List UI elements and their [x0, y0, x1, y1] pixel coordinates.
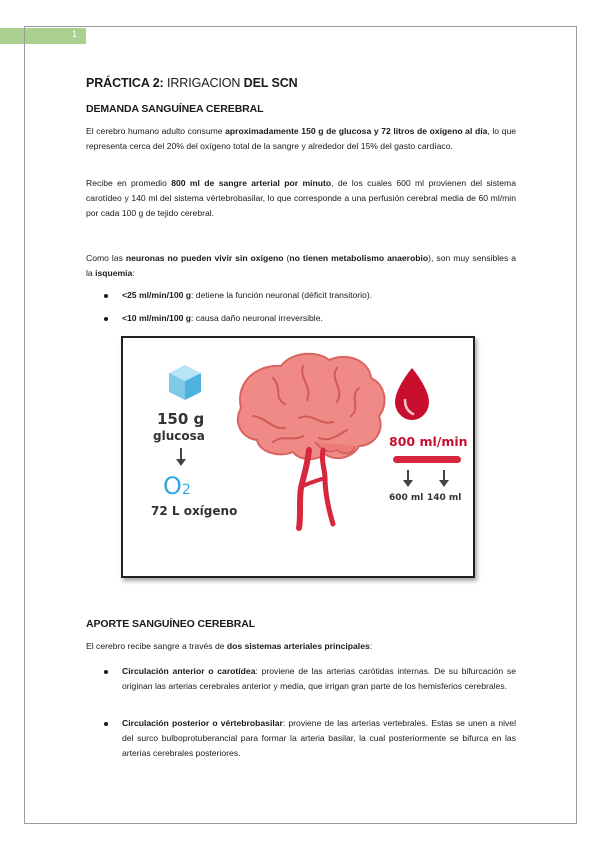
section-heading-demanda: DEMANDA SANGUÍNEA CEREBRAL	[86, 103, 264, 115]
bold-run: Circulación anterior o carotídea	[122, 666, 256, 676]
bullet-icon	[104, 670, 108, 674]
arrow-down-icon	[403, 470, 413, 487]
bold-run: <25 ml/min/100 g	[122, 290, 192, 300]
o2-subscript: 2	[181, 482, 191, 498]
page-title	[86, 76, 298, 90]
section-heading-aporte: APORTE SANGUÍNEO CEREBRAL	[86, 618, 256, 630]
text-run: :	[132, 268, 135, 278]
vertebro-flow-label: 140 ml	[427, 493, 462, 503]
title-end: DEL SCN	[240, 76, 298, 90]
oxygen-label: 72 L oxígeno	[151, 504, 238, 518]
list-item-text	[122, 716, 516, 761]
bullet-icon	[104, 722, 108, 726]
paragraph-perfusion	[86, 176, 516, 221]
list-item-text	[122, 311, 516, 326]
text-run: Recibe en promedio	[86, 178, 172, 188]
carotid-flow-label: 600 ml	[389, 493, 424, 503]
text-run: : proviene de las arterias carótidas internas. De su bifurcación se originan las arterias cerebrales anterior y media, que irrigan gran parte de los hemisferios cerebrales.	[122, 666, 516, 691]
paragraph-sistemas	[86, 639, 516, 654]
o2-letter: O	[163, 472, 182, 500]
brain-blood-demand-figure	[121, 336, 475, 578]
text-run: , de los cuales 600 ml provienen del sistema carotídeo y 140 ml del sistema vértebrobasilar, lo que corresponde a una perfusión cerebral media de 60 ml/min por cada 100 g de tejido cerebral.	[86, 178, 516, 218]
glucose-amount: 150 g	[157, 410, 205, 428]
text-run: : proviene de las arterias vertebrales. Estas se unen a nivel del surco bulboprotuberancial para formar la arteria basilar, la cual posteriormente se bifurca en las arterias cerebrales posteriores.	[122, 718, 516, 758]
bold-run: 800 ml de sangre arterial por minuto	[171, 178, 332, 188]
arrow-down-icon	[439, 470, 449, 487]
text-run: El cerebro recibe sangre a través de	[86, 641, 227, 651]
o2-symbol	[163, 472, 191, 500]
bold-run: isquemia	[95, 268, 133, 278]
paragraph-consumo	[86, 124, 516, 154]
arrow-down-icon	[176, 448, 186, 466]
flow-bar	[393, 456, 461, 463]
text-run: (	[283, 253, 290, 263]
text-run: ), son muy sensibles a la	[86, 253, 517, 278]
text-run: , lo que representa cerca del 20% del oxígeno total de la sangre y alrededor del 15% del gasto cardíaco.	[86, 126, 517, 151]
paragraph-isquemia	[86, 251, 516, 281]
page-number: 1	[72, 29, 78, 39]
text-run: : causa daño neuronal irreversible.	[191, 313, 323, 323]
blood-drop-icon	[395, 368, 429, 420]
figure-graphic	[123, 338, 473, 576]
glucose-label: glucosa	[153, 429, 205, 443]
list-item-text	[122, 664, 516, 694]
text-run: Como las	[86, 253, 126, 263]
bold-run: neuronas no pueden vivir sin oxígeno	[125, 253, 284, 263]
text-run: El cerebro humano adulto consume	[86, 126, 226, 136]
title-bold: PRÁCTICA 2:	[86, 76, 164, 90]
flow-label: 800 ml/min	[389, 434, 468, 449]
list-item-text	[122, 288, 516, 303]
bullet-icon	[104, 294, 108, 298]
bold-run: dos sistemas arteriales principales	[226, 641, 370, 651]
bold-run: <10 ml/min/100 g	[122, 313, 192, 323]
glucose-cube-icon	[169, 365, 201, 400]
artery-icon	[299, 450, 333, 528]
title-light: IRRIGACION	[163, 76, 241, 90]
bold-run: Circulación posterior o vértebrobasilar	[122, 718, 283, 728]
brain-icon	[238, 354, 385, 459]
text-run: :	[369, 641, 373, 651]
bold-run: no tienen metabolismo anaerobio	[289, 253, 429, 263]
text-run: : detiene la función neuronal (déficit transitorio).	[191, 290, 373, 300]
bold-run: aproximadamente 150 g de glucosa y 72 litros de oxígeno al día	[225, 126, 488, 136]
bullet-icon	[104, 317, 108, 321]
